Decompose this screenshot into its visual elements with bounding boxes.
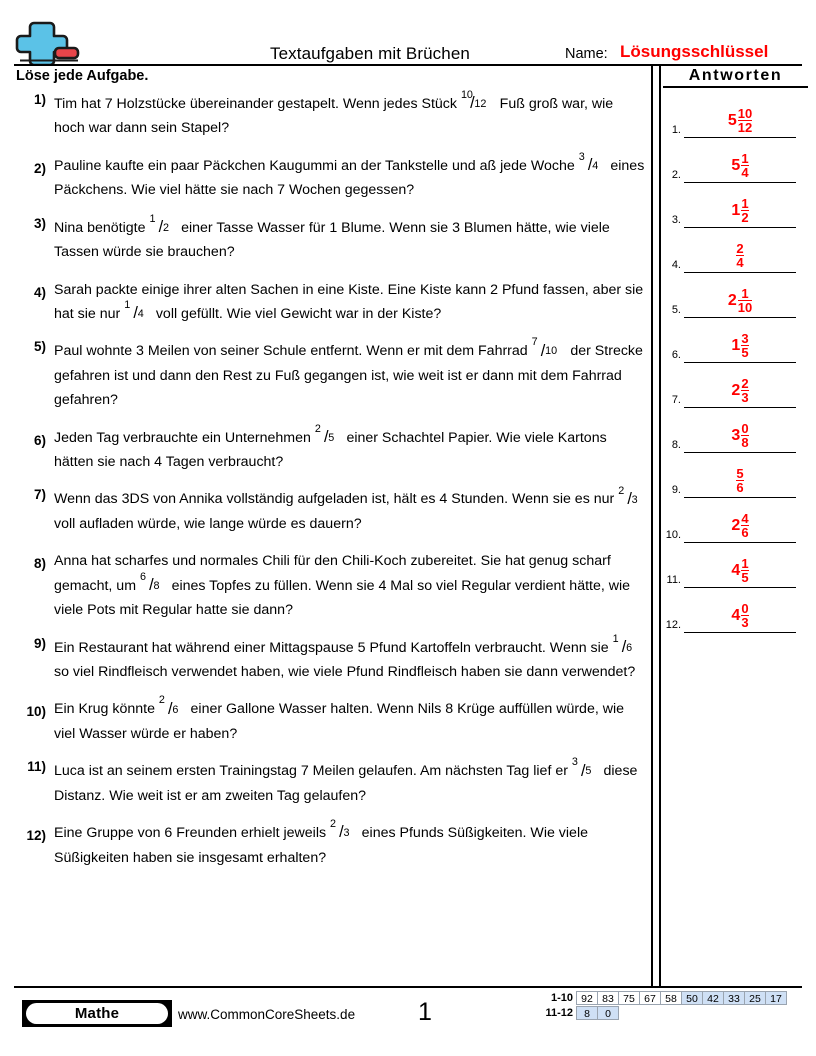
question-number: 4) <box>33 284 46 300</box>
fraction-numerator: 10 <box>737 105 753 121</box>
whole-part: 2 <box>731 381 741 399</box>
fraction-numerator: 5 <box>736 465 744 481</box>
fraction-denominator: 8 <box>153 579 160 592</box>
name-label: Name: <box>565 46 608 62</box>
question-text-run: Pauline kaufte ein paar Päckchen Kaugummi an der Tankstelle und aß jede Woche <box>54 157 579 174</box>
fraction-slash-icon: / <box>587 156 593 175</box>
whole-part: 2 <box>731 516 741 534</box>
fraction-numerator: 2 <box>330 818 337 831</box>
score-range-label: 11-12 <box>545 1007 573 1019</box>
question-text <box>54 632 646 685</box>
fraction-numerator: 1 <box>741 285 749 301</box>
fraction-slash-icon: / <box>581 761 586 780</box>
answer-number-label: 7. <box>671 394 681 406</box>
inline-fraction <box>618 484 646 508</box>
fraction-denominator: 3 <box>631 493 638 506</box>
answer-number-label: 6. <box>671 349 681 361</box>
fraction-numerator: 0 <box>741 600 749 616</box>
fraction-denominator: 10 <box>737 300 753 316</box>
question-item <box>14 484 646 536</box>
whole-part: 5 <box>731 156 741 174</box>
fraction-slash-icon: / <box>149 576 154 594</box>
inline-fraction <box>158 694 187 718</box>
stacked-fraction <box>736 242 743 270</box>
score-cell: 42 <box>702 991 724 1005</box>
footer-divider-rule <box>14 986 802 988</box>
question-number: 11) <box>27 759 46 775</box>
answer-row <box>657 363 816 408</box>
score-cell: 25 <box>744 991 766 1005</box>
question-text-run: einer Gallone Wasser halten. Wenn Nils 8 Krüge auffüllen würde, wie viel Wasser würde er haben? <box>54 701 625 742</box>
question-item <box>14 694 646 746</box>
question-text-run: Jeden Tag verbrauchte ein Unternehmen <box>54 429 315 446</box>
score-cell: 92 <box>576 991 598 1005</box>
answer-write-line <box>684 632 796 633</box>
question-text <box>54 549 646 622</box>
fraction-denominator: 6 <box>736 480 744 496</box>
fraction-numerator: 1 <box>149 212 156 225</box>
subject-badge <box>22 1000 172 1027</box>
question-text <box>54 818 646 870</box>
header-divider-rule <box>14 64 802 66</box>
question-text-run: einer Schachtel Papier. Wie viele Kartons hätten sie nach 4 Tagen verbraucht? <box>54 429 607 471</box>
answer-value <box>684 287 796 315</box>
question-text-run: voll aufladen würde, wie lange würde es dauern? <box>54 515 362 532</box>
fraction-numerator: 1 <box>124 299 131 311</box>
question-item <box>14 818 646 870</box>
score-range-label: 1-10 <box>550 992 573 1004</box>
site-url: www.CommonCoreSheets.de <box>178 1007 356 1022</box>
stacked-fraction <box>741 512 748 540</box>
whole-part: 1 <box>731 336 741 354</box>
question-text-run: Ein Restaurant hat während einer Mittagspause 5 Pfund Kartoffeln verbraucht. Wenn sie <box>54 639 613 656</box>
mixed-number <box>731 422 748 450</box>
fraction-numerator: 1 <box>741 195 749 211</box>
fraction-denominator: 6 <box>172 703 179 716</box>
fraction-slash-icon: / <box>339 823 344 842</box>
fraction-denominator: 2 <box>741 210 749 226</box>
inline-fraction <box>578 150 607 175</box>
answer-value <box>684 467 796 495</box>
fraction-denominator: 10 <box>545 345 558 358</box>
question-text <box>54 278 646 327</box>
question-text-run: eines Päckchens. Wie viel hätte sie nach 7 Wochen gegessen? <box>54 157 645 199</box>
whole-part: 2 <box>727 291 737 309</box>
instruction-text: Löse jede Aufgabe. <box>16 68 149 84</box>
answer-number-label: 11. <box>666 574 681 586</box>
question-text-run: Wenn das 3DS von Annika vollständig aufgeladen ist, hält es 4 Stunden. Wenn sie es nur <box>54 491 619 508</box>
question-text-run: Tim hat 7 Holzstücke übereinander gestapelt. Wenn jedes Stück <box>54 96 461 112</box>
stacked-fraction <box>741 377 748 405</box>
fraction-denominator: 4 <box>736 255 744 271</box>
stacked-fraction <box>741 422 748 450</box>
score-table <box>531 991 787 1021</box>
answer-value <box>684 512 796 540</box>
question-item <box>14 632 646 685</box>
inline-fraction <box>330 818 358 842</box>
score-table-row <box>531 1006 787 1020</box>
fraction-numerator: 10 <box>460 89 473 102</box>
whole-part: 1 <box>731 201 741 219</box>
fraction-denominator: 5 <box>741 570 749 586</box>
answer-row <box>657 498 816 543</box>
score-cell: 75 <box>618 991 640 1005</box>
question-number: 9) <box>33 635 46 651</box>
page-title: Textaufgaben mit Brüchen <box>270 44 470 63</box>
question-text-run: Eine Gruppe von 6 Freunden erhielt jeweils <box>54 825 331 842</box>
answer-number-label: 9. <box>671 484 681 496</box>
answer-row <box>657 318 816 363</box>
fraction-denominator: 8 <box>741 435 749 451</box>
inline-fraction <box>149 212 177 236</box>
answer-number-label: 12. <box>665 619 681 631</box>
questions-list <box>14 89 646 883</box>
fraction-slash-icon: / <box>158 217 164 236</box>
question-text-run: Sarah packte einige ihrer alten Sachen in eine Kiste. Eine Kiste kann 2 Pfund fassen, aber sie hat sie nur <box>54 281 644 322</box>
question-text-run: einer Tasse Wasser für 1 Blume. Wenn sie 3 Blumen hätte, wie viele Tassen würde sie brauchen? <box>54 219 610 261</box>
fraction-denominator: 4 <box>137 308 144 321</box>
stacked-fraction <box>741 197 748 225</box>
question-number: 12) <box>26 828 46 844</box>
fraction-numerator: 3 <box>571 756 578 769</box>
page-header <box>0 0 816 62</box>
question-text-run: Fuß groß war, wie hoch war dann sein Stapel? <box>54 96 614 137</box>
answer-row <box>657 138 816 183</box>
mixed-number <box>736 242 743 270</box>
fraction-slash-icon: / <box>133 304 138 323</box>
whole-part: 3 <box>731 426 741 444</box>
inline-fraction <box>531 336 567 360</box>
answer-value <box>684 332 796 360</box>
answer-number-label: 8. <box>671 439 681 451</box>
inline-fraction <box>571 756 600 780</box>
question-text-run: Luca ist an seinem ersten Trainingstag 7 Meilen gelaufen. Am nächsten Tag lief er <box>54 763 572 780</box>
fraction-numerator: 7 <box>531 336 538 349</box>
question-number: 8) <box>33 556 46 572</box>
stacked-fraction <box>736 467 743 495</box>
question-text-run: Nina benötigte <box>54 219 150 236</box>
mixed-number <box>731 512 748 540</box>
fraction-numerator: 2 <box>314 422 321 435</box>
answer-number-label: 3. <box>671 214 681 226</box>
question-item <box>14 278 646 327</box>
fraction-slash-icon: / <box>627 489 632 508</box>
question-text <box>54 336 646 412</box>
question-text-run: eines Topfes zu füllen. Wenn sie 4 Mal so viel Regular verdient hätte, wie viele Pots mit Regular hatte sie dann? <box>54 577 631 619</box>
fraction-denominator: 3 <box>741 615 749 631</box>
answer-value <box>684 242 796 270</box>
question-number: 6) <box>33 432 46 448</box>
answer-number-label: 5. <box>671 304 681 316</box>
question-number: 2) <box>33 160 46 176</box>
score-cell: 8 <box>576 1006 598 1020</box>
question-text <box>54 422 646 475</box>
question-text <box>54 89 646 141</box>
question-item <box>14 549 646 622</box>
inline-fraction <box>460 89 496 113</box>
whole-part: 4 <box>731 606 741 624</box>
answer-row <box>657 273 816 318</box>
fraction-numerator: 4 <box>741 510 749 526</box>
inline-fraction <box>612 632 641 656</box>
score-cell: 0 <box>597 1006 619 1020</box>
mixed-number <box>728 287 752 315</box>
question-text-run: diese Distanz. Wie weit ist er am zweiten Tag gelaufen? <box>54 763 638 804</box>
question-number: 3) <box>33 215 46 231</box>
plus-minus-logo-icon <box>14 20 82 64</box>
fraction-slash-icon: / <box>323 427 329 446</box>
question-item <box>14 756 646 808</box>
stacked-fraction <box>741 152 748 180</box>
fraction-numerator: 1 <box>741 555 749 571</box>
question-item <box>14 422 646 475</box>
fraction-slash-icon: / <box>168 699 173 718</box>
answers-column-heading: Antworten <box>663 67 808 88</box>
question-number: 7) <box>33 487 46 503</box>
answer-key-badge: Lösungsschlüssel <box>620 42 769 61</box>
fraction-denominator: 6 <box>626 641 633 654</box>
question-text-run: eines Pfunds Süßigkeiten. Wie viele Süßigkeiten haben sie insgesamt erhalten? <box>54 825 588 866</box>
stacked-fraction <box>738 107 752 135</box>
score-cell: 67 <box>639 991 661 1005</box>
answer-number-label: 2. <box>671 169 681 181</box>
fraction-numerator: 2 <box>158 694 165 707</box>
mixed-number <box>731 377 748 405</box>
fraction-denominator: 5 <box>741 345 749 361</box>
score-cell: 33 <box>723 991 745 1005</box>
question-text-run: Anna hat scharfes und normales Chili für den Chili-Koch zubereitet. Sie hat genug scharf gemacht, um <box>54 553 611 594</box>
question-text-run: voll gefüllt. Wie viel Gewicht war in der Kiste? <box>151 305 442 322</box>
answers-list <box>657 93 816 633</box>
score-table-row <box>531 991 787 1005</box>
answer-value <box>684 152 796 180</box>
stacked-fraction <box>741 557 748 585</box>
answer-row <box>657 228 816 273</box>
question-item <box>14 89 646 141</box>
answer-value <box>684 377 796 405</box>
fraction-denominator: 4 <box>741 165 749 181</box>
fraction-numerator: 3 <box>578 150 585 163</box>
fraction-denominator: 5 <box>328 431 335 444</box>
inline-fraction <box>139 570 168 594</box>
fraction-numerator: 6 <box>139 570 146 583</box>
question-number: 10) <box>26 704 46 720</box>
answer-row <box>657 408 816 453</box>
fraction-denominator: 3 <box>741 390 749 406</box>
stacked-fraction <box>741 332 748 360</box>
answer-row <box>657 543 816 588</box>
fraction-numerator: 2 <box>736 240 744 256</box>
mixed-number <box>731 332 748 360</box>
score-cell: 17 <box>765 991 787 1005</box>
fraction-numerator: 1 <box>741 150 749 166</box>
mixed-number <box>736 467 743 495</box>
answer-row <box>657 588 816 633</box>
question-item <box>14 212 646 265</box>
inline-fraction <box>124 299 152 323</box>
answer-value <box>684 422 796 450</box>
fraction-numerator: 0 <box>741 420 749 436</box>
question-item <box>14 150 646 203</box>
answer-row <box>657 453 816 498</box>
fraction-numerator: 1 <box>612 632 619 645</box>
fraction-denominator: 4 <box>592 159 599 172</box>
fraction-denominator: 12 <box>737 120 753 136</box>
answer-value <box>684 557 796 585</box>
fraction-slash-icon: / <box>540 341 546 360</box>
whole-part: 5 <box>727 111 737 129</box>
fraction-slash-icon: / <box>621 637 627 656</box>
score-cell: 83 <box>597 991 619 1005</box>
answer-row <box>657 93 816 138</box>
question-number: 1) <box>33 92 46 107</box>
question-number: 5) <box>33 339 46 355</box>
stacked-fraction <box>741 602 748 630</box>
question-text <box>54 212 646 265</box>
answer-value <box>684 107 796 135</box>
answer-value <box>684 197 796 225</box>
mixed-number <box>731 602 748 630</box>
answer-value <box>684 602 796 630</box>
question-text <box>54 484 646 536</box>
question-text <box>54 756 646 808</box>
question-text <box>54 150 646 203</box>
question-item <box>14 336 646 412</box>
fraction-denominator: 6 <box>741 525 749 541</box>
question-text-run: Paul wohnte 3 Meilen von seiner Schule entfernt. Wenn er mit dem Fahrrad <box>54 343 532 360</box>
score-cell: 58 <box>660 991 682 1005</box>
fraction-numerator: 2 <box>618 484 625 497</box>
question-text-run: so viel Rindfleisch verwendet haben, wie viele Pfund Rindfleisch haben sie dann verwendet? <box>54 664 636 681</box>
answer-row <box>657 183 816 228</box>
answer-number-label: 4. <box>671 259 681 271</box>
mixed-number <box>731 557 748 585</box>
mixed-number <box>728 107 752 135</box>
mixed-number <box>731 152 748 180</box>
fraction-denominator: 12 <box>474 98 487 111</box>
fraction-denominator: 3 <box>343 827 350 840</box>
whole-part: 4 <box>731 561 741 579</box>
fraction-denominator: 2 <box>162 221 169 234</box>
page-number: 1 <box>418 998 432 1026</box>
answer-number-label: 1. <box>671 124 681 136</box>
question-text-run: Ein Krug könnte <box>54 701 159 718</box>
fraction-slash-icon: / <box>470 94 475 113</box>
inline-fraction <box>314 422 343 446</box>
score-cell: 50 <box>681 991 703 1005</box>
question-text <box>54 694 646 746</box>
mixed-number <box>731 197 748 225</box>
fraction-numerator: 2 <box>741 375 749 391</box>
fraction-numerator: 3 <box>741 330 749 346</box>
subject-badge-label: Mathe <box>26 1003 168 1024</box>
fraction-denominator: 5 <box>585 765 592 778</box>
stacked-fraction <box>738 287 752 315</box>
answer-number-label: 10. <box>665 529 681 541</box>
question-text-run: der Strecke gefahren ist und dann den Rest zu Fuß gegangen ist, wie weit ist er dann mit dem Fahrrad gefahren? <box>54 343 643 409</box>
